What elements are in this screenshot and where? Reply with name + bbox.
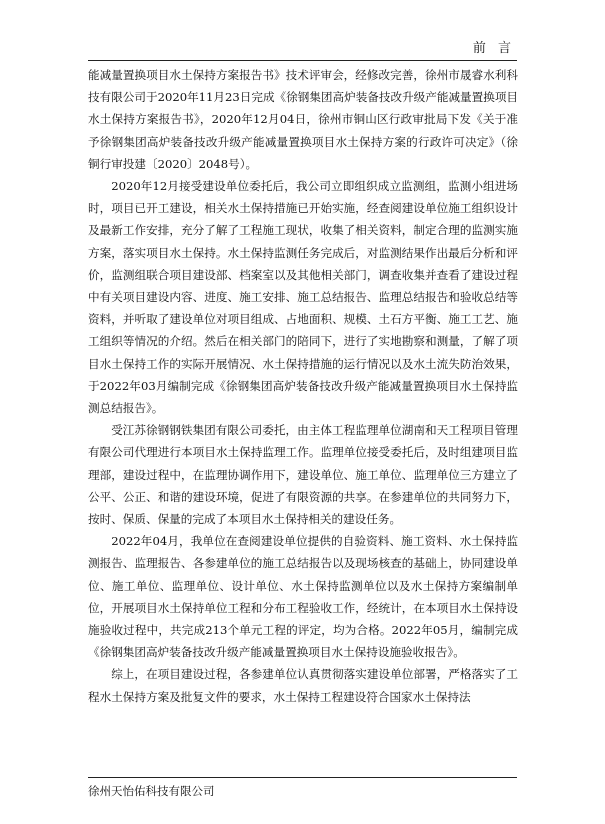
footer-company-name: 徐州天怡佑科技有限公司 (88, 784, 215, 798)
footer-divider (88, 777, 517, 778)
document-body (88, 64, 518, 708)
paragraph-supervision: 受江苏徐钢钢铁集团有限公司委托，由主体工程监理单位湖南和天工程项目管理有限公司代理进行本项目水土保持监理工作。监理单位接受委托后，及时组建项目监理部，建设过程中，在监理协调作用下，建设单位、施工单位、监理单位三方建立了公平、公正、和谐的建设环境，促进了有限资源的共享。在参建单位的共同努力下，按时、保质、保量的完成了本项目水土保持相关的建设任务。 (88, 423, 518, 527)
paragraph-monitoring: 2020年12月接受建设单位委托后，我公司立即组织成立监测组，监测小组进场时，项目已开工建设，相关水土保持措施已开始实施，经查阅建设单位施工组织设计及最新工作安排，充分了解了工程施工现状，收集了相关资料，制定合理的监测实施方案，落实项目水土保持。水土保持监测任务完成后，对监测结果作出最后分析和评价，监测组联合项目建设部、档案室以及其他相关部门，调查收集并查看了建设过程中有关项目建设内容、进度、施工安排、施工总结报告、监理总结报告和验收总结等资料，并听取了建设单位对项目组成、占地面积、规模、土石方平衡、施工工艺、施工组织等情况的介绍。然后在相关部门的陪同下，进行了实地勘察和测量，了解了项目水土保持工作的实际开展情况、水土保持措施的运行情况以及水土流失防治效果，于2022年03月编制完成《徐钢集团高炉装备技改升级产能减量置换项目水土保持监测总结报告》。 (88, 179, 518, 416)
paragraph-summary: 综上，在项目建设过程，各参建单位认真贯彻落实建设单位部署，严格落实了工程水土保持方案及批复文件的要求，水土保持工程建设符合国家水土保持法 (88, 667, 518, 704)
paragraph-continuation: 能减量置换项目水土保持方案报告书》技术评审会，经修改完善，徐州市晟睿水利科技有限公司于2020年11月23日完成《徐钢集团高炉装备技改升级产能减量置换项目水土保持方案报告书》，2020年12月04日，徐州市铜山区行政审批局下发《关于准予徐钢集团高炉装备技改升级产能减量置换项目水土保持方案的行政许可决定》（徐铜行审投建〔2020〕2048号）。 (88, 68, 519, 171)
paragraph-acceptance: 2022年04月，我单位在查阅建设单位提供的自验资料、施工资料、水土保持监测报告、监理报告、各参建单位的施工总结报告以及现场核查的基础上，协同建设单位、施工单位、监理单位、设计单位、水土保持监测单位以及水土保持方案编制单位，开展项目水土保持单位工程和分布工程验收工作，经统计，在本项目水土保持设施验收过程中，共完成213个单元工程的评定，均为合格。2022年05月，编制完成《徐钢集团高炉装备技改升级产能减量置换项目水土保持设施验收报告》。 (88, 534, 518, 660)
header-divider (88, 60, 517, 61)
section-title: 前 言 (472, 41, 515, 56)
